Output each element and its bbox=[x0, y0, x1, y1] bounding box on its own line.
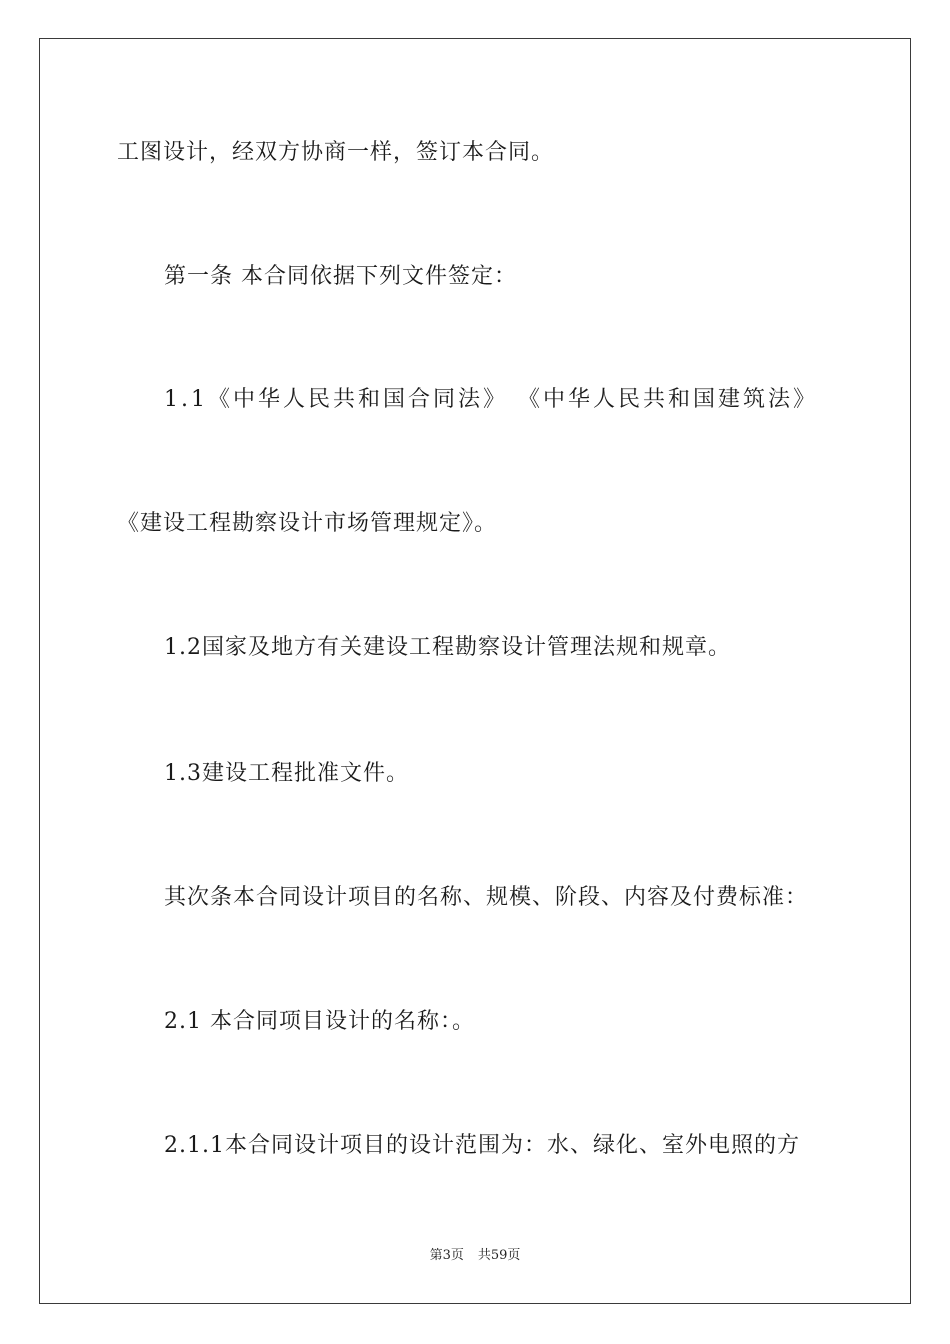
clause-2-1-1: 2.1.1本合同设计项目的设计范围为：水、绿化、室外电照的方 bbox=[164, 1133, 800, 1158]
body-line-1: 工图设计，经双方协商一样，签订本合同。 bbox=[117, 140, 555, 165]
page-total: 共59页 bbox=[477, 1248, 521, 1263]
page-number: 第3页 bbox=[429, 1248, 464, 1263]
clause-1-3: 1.3建设工程批准文件。 bbox=[164, 761, 409, 786]
article-2-heading: 其次条本合同设计项目的名称、规模、阶段、内容及付费标准： bbox=[164, 885, 809, 910]
clause-1-1-continued: 《建设工程勘察设计市场管理规定》。 bbox=[117, 511, 498, 536]
clause-1-1: 1.1《中华人民共和国合同法》 《中华人民共和国建筑法》 bbox=[164, 387, 818, 412]
clause-1-2: 1.2国家及地方有关建设工程勘察设计管理法规和规章。 bbox=[164, 635, 731, 660]
page-border bbox=[39, 38, 911, 1304]
clause-2-1: 2.1 本合同项目设计的名称：。 bbox=[164, 1009, 475, 1034]
article-1-heading: 第一条 本合同依据下列文件签定： bbox=[164, 264, 517, 289]
page-footer bbox=[0, 1247, 950, 1265]
